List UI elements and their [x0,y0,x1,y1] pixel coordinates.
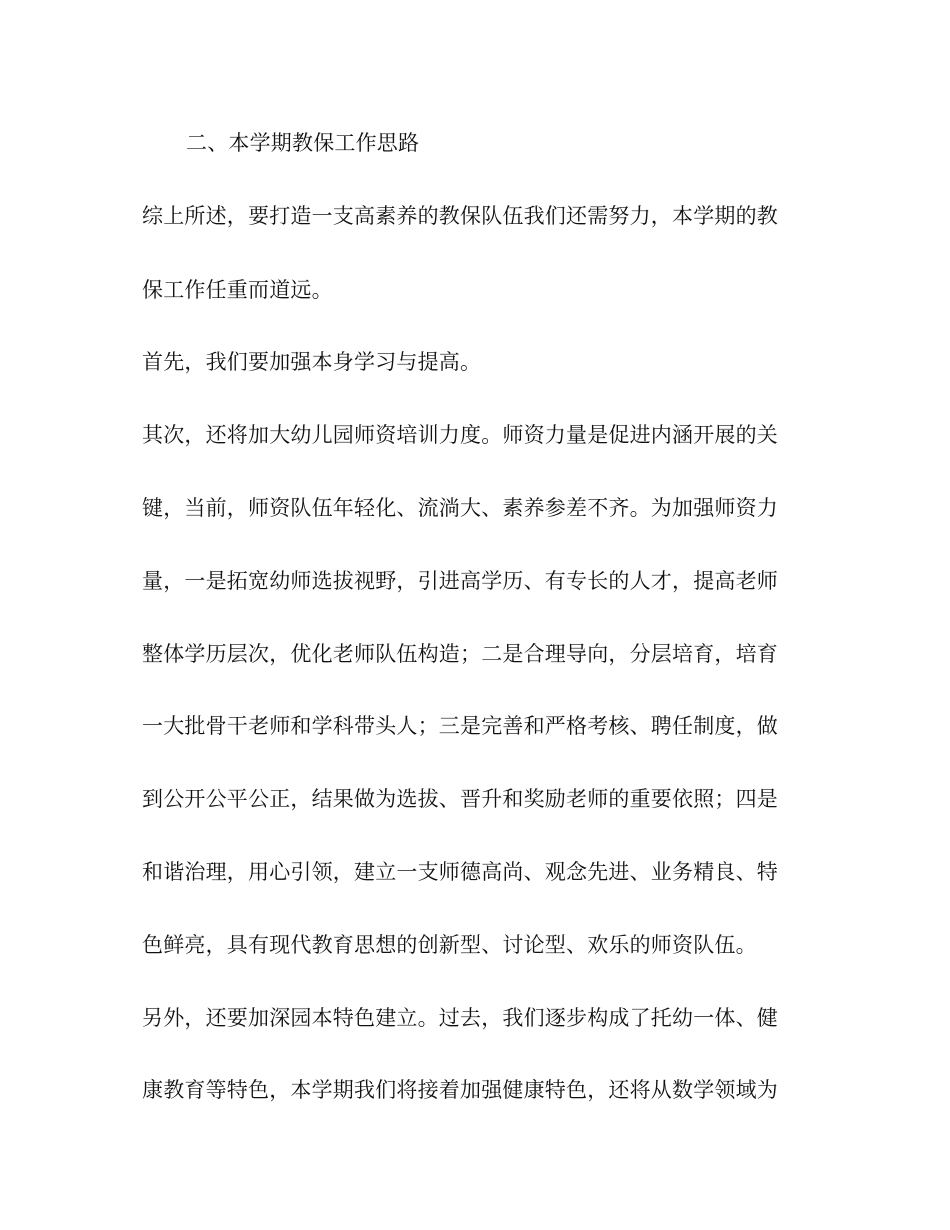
text-line: 康教育等特色，本学期我们将接着加强健康特色，还将从数学领域为 [142,1078,778,1102]
text-line: 首先，我们要加强本身学习与提高。 [142,350,482,374]
text-line: 保工作任重而道远。 [142,278,333,302]
text-line: 量，一是拓宽幼师选拔视野，引进高学历、有专长的人才，提高老师 [142,569,778,593]
text-line: 一大批骨干老师和学科带头人；三是完善和严格考核、聘任制度，做 [142,714,778,738]
text-line: 其次，还将加大幼儿园师资培训力度。师资力量是促进内涵开展的关 [142,423,778,447]
text-line: 和谐治理，用心引领，建立一支师德高尚、观念先进、业务精良、特 [142,860,778,884]
text-line: 综上所述，要打造一支高素养的教保队伍我们还需努力，本学期的教 [142,204,778,228]
text-line: 键，当前，师资队伍年轻化、流淌大、素养参差不齐。为加强师资力 [142,496,778,520]
section-heading: 二、本学期教保工作思路 [186,131,420,155]
text-line: 到公开公平公正，结果做为选拔、晋升和奖励老师的重要依照；四是 [142,787,778,811]
text-line: 另外，还要加深园本特色建立。过去，我们逐步构成了托幼一体、健 [142,1006,778,1030]
text-line: 色鲜亮，具有现代教育思想的创新型、讨论型、欢乐的师资队伍。 [142,933,757,957]
text-line: 整体学历层次，优化老师队伍构造；二是合理导向，分层培育，培育 [142,642,778,666]
